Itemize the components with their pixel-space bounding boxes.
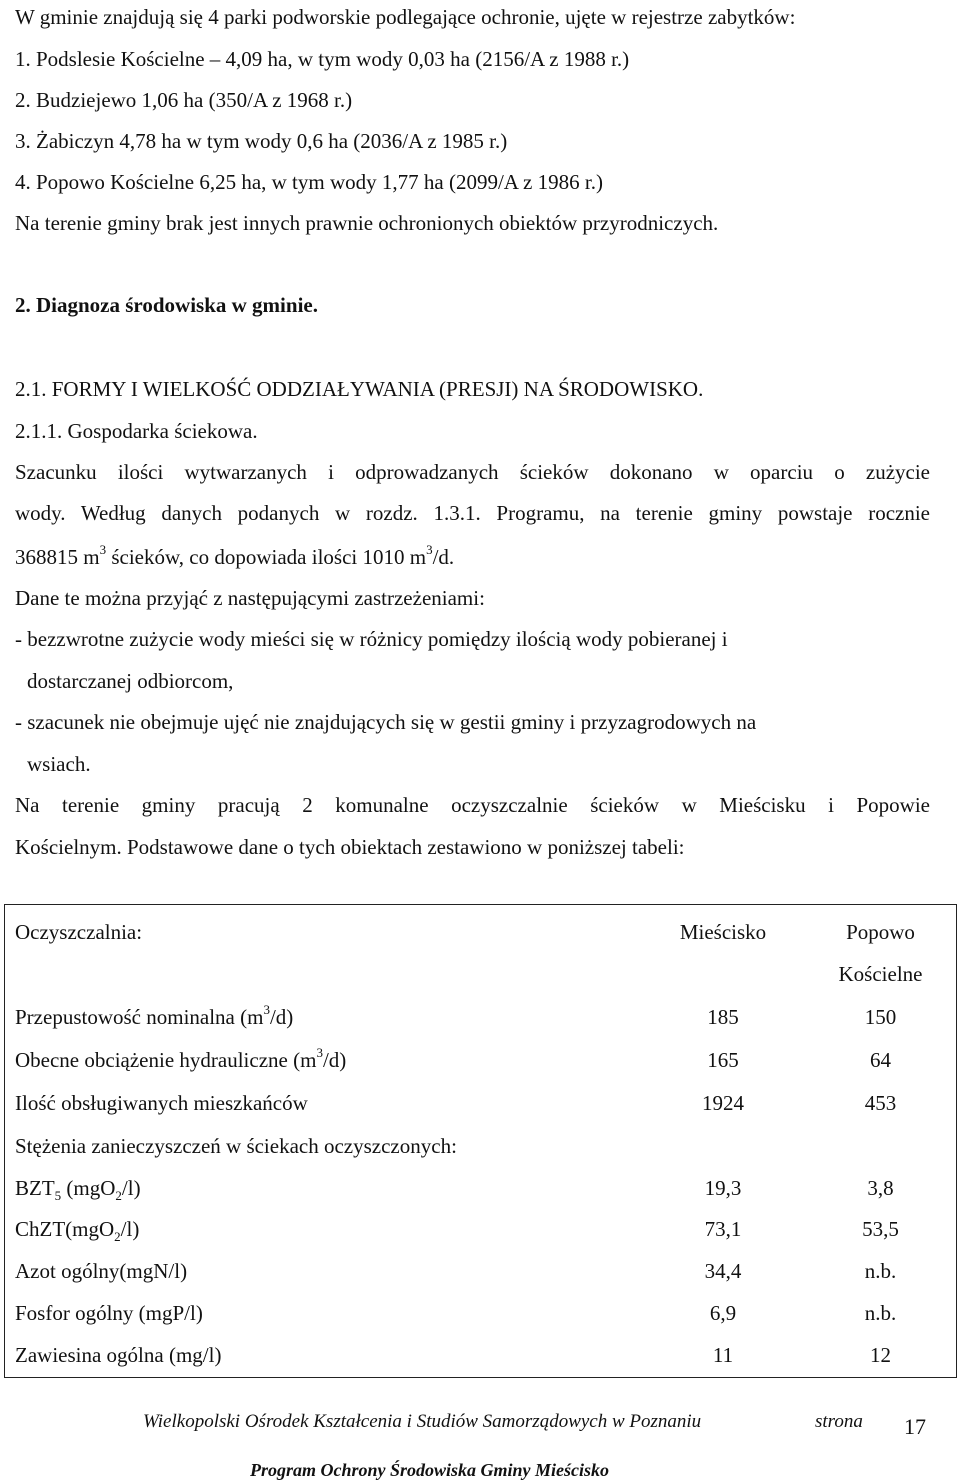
- table-cell-value: n.b.: [864, 1301, 897, 1325]
- protected-objects-note: Na terenie gminy brak jest innych prawnie ochronionych obiektów przyrodniczych.: [15, 211, 719, 235]
- table-cell-value: 12: [870, 1343, 891, 1367]
- footer-program-title: Program Ochrony Środowiska Gminy Mieścisko: [250, 1460, 610, 1480]
- table-cell-value: 64: [870, 1048, 891, 1072]
- bullet-2-line-1: - szacunek nie obejmuje ujęć nie znajdujących się w gestii gminy i przyzagrodowych na: [15, 710, 757, 734]
- table-cell-value: 6,9: [709, 1301, 737, 1325]
- footer-institution: Wielkopolski Ośrodek Kształcenia i Studiów Samorządowych w Poznaniu: [143, 1411, 702, 1432]
- footer-page-number: 17: [904, 1414, 926, 1439]
- table-cell-value: 453: [864, 1091, 897, 1115]
- table-cell-value: 53,5: [862, 1217, 899, 1241]
- bullet-2-line-2: wsiach.: [27, 752, 91, 776]
- table-row-label: Ilość obsługiwanych mieszkańców: [15, 1091, 308, 1115]
- park-item-2: 2. Budziejewo 1,06 ha (350/A z 1968 r.): [15, 88, 353, 112]
- table-cell-value: 165: [707, 1048, 739, 1072]
- table-group-label: Stężenia zanieczyszczeń w ściekach oczyszczonych:: [15, 1134, 457, 1158]
- paragraph-1-line-1: Szacunku ilości wytwarzanych i odprowadzanych ścieków dokonano w oparciu o zużycie: [15, 460, 930, 484]
- table-header-miescisko: Mieścisko: [679, 920, 767, 944]
- table-row-label: Fosfor ogólny (mgP/l): [15, 1301, 203, 1325]
- park-item-1: 1. Podslesie Kościelne – 4,09 ha, w tym wody 0,03 ha (2156/A z 1988 r.): [15, 47, 630, 71]
- table-row-label: $BZT_5$ (mgO$_2$/l): [15, 1176, 141, 1204]
- table-cell-value: 1924: [702, 1091, 744, 1115]
- subsubsection-title: 2.1.1. Gospodarka ściekowa.: [15, 419, 258, 443]
- table-cell-value: n.b.: [864, 1259, 897, 1283]
- section-title: 2. Diagnoza środowiska w gminie.: [15, 293, 318, 317]
- paragraph-2: Dane te można przyjąć z następującymi zastrzeżeniami:: [15, 586, 485, 610]
- table-row-label: Przepustowość nominalna $(m^3/d)$: [15, 1002, 294, 1029]
- table-row-label: ChZT(mgO$_2$/l): [15, 1217, 140, 1245]
- table-cell-value: 19,3: [704, 1176, 742, 1200]
- paragraph-3-line-1: Na terenie gminy pracują 2 komunalne oczyszczalnie ścieków w Mieścisku i Popowie: [15, 793, 930, 817]
- table-cell-value: 185: [707, 1005, 739, 1029]
- table-cell-value: 11: [712, 1343, 734, 1367]
- paragraph-3-line-2: Kościelnym. Podstawowe dane o tych obiektach zestawiono w poniższej tabeli:: [15, 835, 685, 859]
- table-cell-value: 150: [864, 1005, 897, 1029]
- park-item-3: 3. Żabiczyn 4,78 ha w tym wody 0,6 ha (2036/A z 1985 r.): [15, 129, 508, 153]
- paragraph-1-line-3: 368815 $m^3$ ścieków, co dopowiada ilości 1010 $m^3/d$.: [15, 542, 455, 569]
- table-row-label: Azot ogólny(mgN/l): [15, 1259, 188, 1283]
- footer-page-word: strona: [815, 1411, 863, 1432]
- table-cell-value: 34,4: [704, 1259, 742, 1283]
- bullet-1-line-1: - bezzwrotne zużycie wody mieści się w różnicy pomiędzy ilością wody pobieranej i: [15, 627, 728, 651]
- park-item-4: 4. Popowo Kościelne 6,25 ha, w tym wody 1,77 ha (2099/A z 1986 r.): [15, 170, 603, 194]
- table-cell-value: 3,8: [867, 1176, 894, 1200]
- table-header-koscielne: Kościelne: [838, 962, 923, 986]
- wastewater-plants-table: [4, 904, 957, 1378]
- table-row-label: Zawiesina ogólna (mg/l): [15, 1343, 222, 1367]
- table-header-label: Oczyszczalnia:: [15, 920, 143, 944]
- parks-heading: W gminie znajdują się 4 parki podworskie podlegające ochronie, ujęte w rejestrze zabytków:: [15, 5, 796, 29]
- paragraph-1-line-2: wody. Według danych podanych w rozdz. 1.3.1. Programu, na terenie gminy powstaje rocznie: [15, 501, 930, 525]
- table-cell-value: 73,1: [704, 1217, 742, 1241]
- bullet-1-line-2: dostarczanej odbiorcom,: [27, 669, 234, 693]
- table-row-label: Obecne obciążenie hydrauliczne $(m^3/d)$: [15, 1045, 347, 1072]
- subsection-title: 2.1. FORMY I WIELKOŚĆ ODDZIAŁYWANIA (PRESJI) NA ŚRODOWISKO.: [15, 377, 704, 401]
- table-header-popowo: Popowo: [846, 920, 915, 944]
